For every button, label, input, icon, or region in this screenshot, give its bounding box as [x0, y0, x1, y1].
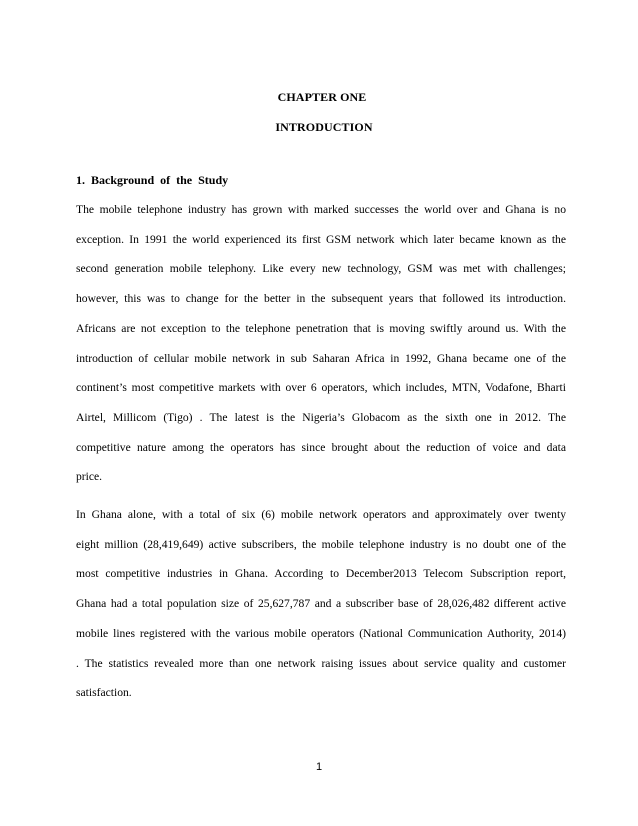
body-paragraph-1: The mobile telephone industry has grown with marked successes the world over and Ghana is no exception. In 1991 the world experienced its first GSM network which later became known as the second generation mobile telephony. Like every new technology, GSM was met with challenges; however, this was to change for the better in the subsequent years that followed its introduction. Africans are not exception to the telephone penetration that is moving swiftly around us. With the introduction of cellular mobile network in sub Saharan Africa in 1992, Ghana became one of the continent’s most competitive markets with over 6 operators, which includes, MTN, Vodafone, Bharti Airtel, Millicom (Tigo) . The latest is the Nigeria’s Globacom as the sixth one in 2012. The competitive nature among the operators has since brought about the reduction of voice and data price.: [76, 203, 566, 484]
page-number: 1: [315, 761, 323, 773]
section-heading: 1. Background of the Study: [76, 173, 229, 187]
chapter-title: INTRODUCTION: [275, 120, 373, 134]
body-paragraph-2: In Ghana alone, with a total of six (6) mobile network operators and approximately over twenty eight million (28,419,649) active subscribers, the mobile telephone industry is no doubt one of the most competitive industries in Ghana. According to December2013 Telecom Subscription report, Ghana had a total population size of 25,627,787 and a subscriber base of 28,026,482 different active mobile lines registered with the various mobile operators (National Communication Authority, 2014) . The statistics revealed more than one network raising issues about service quality and customer satisfaction.: [76, 508, 566, 700]
chapter-label: CHAPTER ONE: [277, 90, 367, 104]
